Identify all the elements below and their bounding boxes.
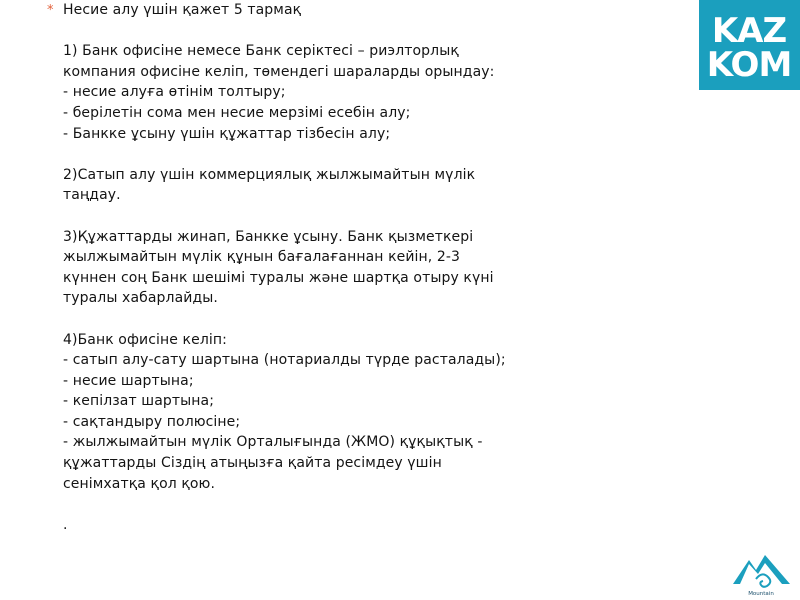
text-line: - сатып алу-сату шартына (нотариалды түрде расталады); (63, 352, 506, 369)
kazkom-logo (699, 0, 800, 90)
text-line: - жылжымайтын мүлік Орталығында (ЖМО) құқықтық - (63, 434, 483, 451)
mountain-logo-graphic (729, 547, 794, 600)
kazkom-logo-text-top: KAZ (711, 11, 787, 51)
text-line: 3)Құжаттарды жинап, Банкке ұсыну. Банк қызметкері (63, 228, 474, 245)
mountain-logo (729, 547, 794, 600)
text-line: - сақтандыру полюсіне; (63, 413, 241, 430)
text-line: құжаттарды Сіздің атыңызға қайта ресімдеу үшін (63, 455, 442, 472)
text-line: жылжымайтын мүлік құнын бағалағаннан кейін, 2-3 (63, 249, 461, 266)
text-line: - Банкке ұсыну үшін құжаттар тізбесін алу; (63, 125, 391, 142)
text-line: - кепілзат шартына; (63, 393, 215, 410)
kazkom-logo-graphic (699, 0, 800, 90)
text-line: - берілетін сома мен несие мерзімі есебін алу; (63, 104, 411, 121)
blank-line (63, 206, 643, 227)
blank-line (63, 21, 643, 42)
text-line: компания офисіне келіп, төмендегі шараларды орындау: (63, 63, 495, 80)
mountain-logo-caption: Mountain (748, 591, 774, 597)
text-line: 1) Банк офисіне немесе Банк серіктесі – риэлторлық (63, 43, 459, 60)
text-line: - несие шартына; (63, 372, 194, 389)
slide-text-body (63, 0, 643, 535)
text-line: - несие алуға өтінім толтыру; (63, 84, 286, 101)
bullet-marker: * (47, 3, 54, 18)
text-line: туралы хабарлайды. (63, 290, 218, 307)
text-line: 2)Сатып алу үшін коммерциялық жылжымайтын мүлік (63, 166, 476, 183)
kazkom-logo-text-bottom: KOM (706, 45, 792, 85)
swirl-icon (756, 574, 770, 586)
text-line: Несие алу үшін қажет 5 тармақ (63, 2, 302, 18)
text-line: . (63, 516, 68, 533)
text-line: сенімхатқа қол қою. (63, 475, 215, 492)
text-line: 4)Банк офисіне келіп: (63, 331, 227, 348)
blank-line (63, 144, 643, 165)
mountain-peaks-icon (733, 555, 790, 584)
text-line: таңдау. (63, 187, 121, 204)
blank-line (63, 494, 643, 515)
blank-line (63, 309, 643, 330)
text-line: күннен соң Банк шешімі туралы және шартқа отыру күні (63, 269, 494, 286)
